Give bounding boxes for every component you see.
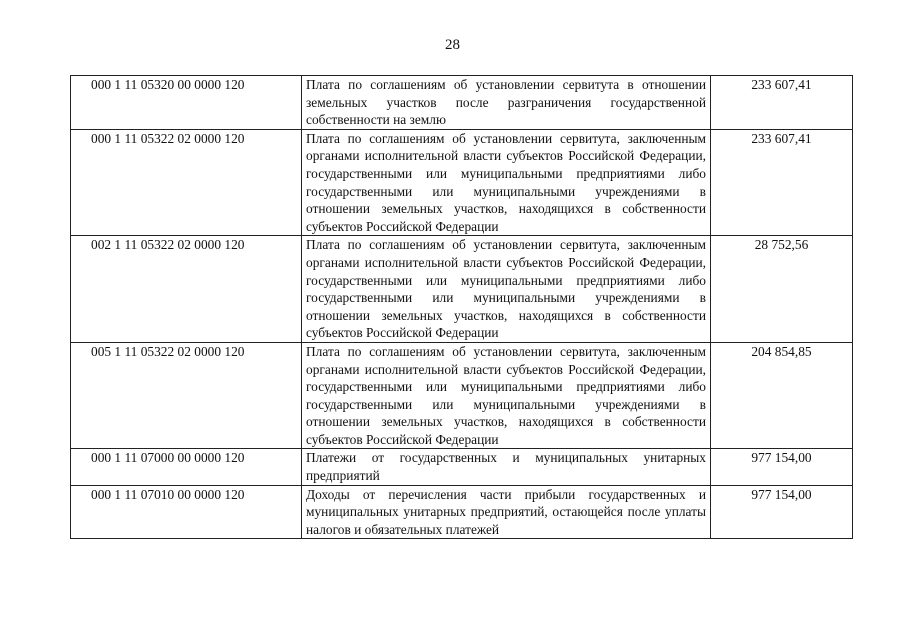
amount-cell: 977 154,00 [711,449,853,485]
table-row [71,449,853,485]
revenue-name-cell: Плата по соглашениям об установлении сервитута, заключенным органами исполнительной власти субъектов Российской Федерации, государственными или муниципальными предприятиями либо государственными или муниципальными учреждениями в отношении земельных участков, находящихся в собственности субъектов Российской Федерации [302,236,711,343]
budget-code-cell: 000 1 11 05322 02 0000 120 [71,129,302,236]
amount-cell: 204 854,85 [711,342,853,449]
budget-code-cell: 000 1 11 07010 00 0000 120 [71,485,302,539]
revenue-table [70,75,853,539]
table-row [71,342,853,449]
amount-cell: 28 752,56 [711,236,853,343]
budget-code-cell: 000 1 11 05320 00 0000 120 [71,76,302,130]
amount-cell: 233 607,41 [711,129,853,236]
amount-cell: 233 607,41 [711,76,853,130]
budget-code-cell: 000 1 11 07000 00 0000 120 [71,449,302,485]
revenue-name-cell: Плата по соглашениям об установлении сервитута, заключенным органами исполнительной власти субъектов Российской Федерации, государственными или муниципальными предприятиями либо государственными или муниципальными учреждениями в отношении земельных участков, находящихся в собственности субъектов Российской Федерации [302,342,711,449]
budget-code-cell: 005 1 11 05322 02 0000 120 [71,342,302,449]
table-row [71,129,853,236]
budget-code-cell: 002 1 11 05322 02 0000 120 [71,236,302,343]
revenue-name-cell: Доходы от перечисления части прибыли государственных и муниципальных унитарных предприятий, остающейся после уплаты налогов и обязательных платежей [302,485,711,539]
revenue-name-cell: Плата по соглашениям об установлении сервитута в отношении земельных участков после разграничения государственной собственности на землю [302,76,711,130]
page-number: 28 [445,37,460,53]
table-row [71,236,853,343]
table-row [71,76,853,130]
revenue-name-cell: Платежи от государственных и муниципальных унитарных предприятий [302,449,711,485]
table-row [71,485,853,539]
revenue-name-cell: Плата по соглашениям об установлении сервитута, заключенным органами исполнительной власти субъектов Российской Федерации, государственными или муниципальными предприятиями либо государственными или муниципальными учреждениями в отношении земельных участков, находящихся в собственности субъектов Российской Федерации [302,129,711,236]
amount-cell: 977 154,00 [711,485,853,539]
